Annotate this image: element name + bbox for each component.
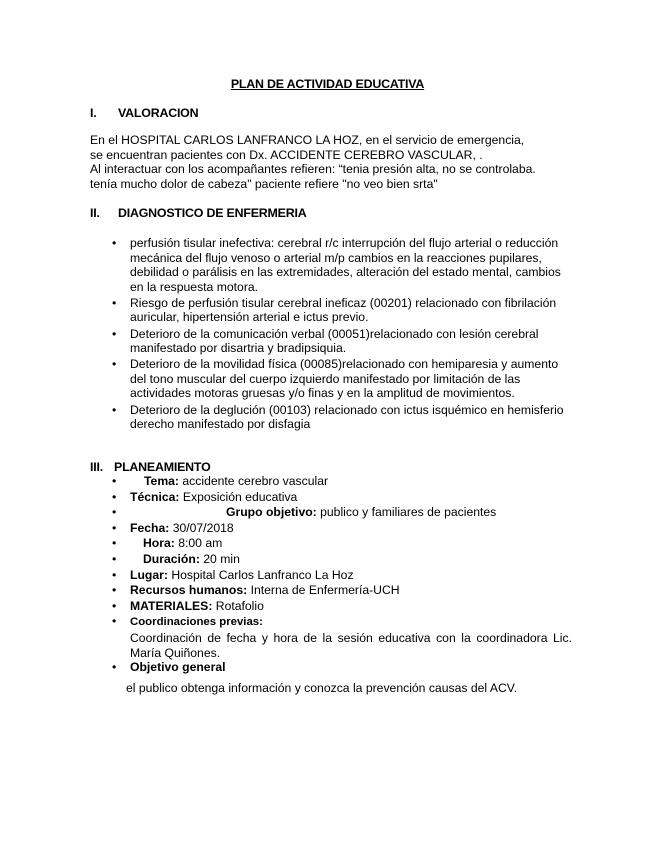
section-title: DIAGNOSTICO DE ENFERMERIA: [118, 206, 307, 220]
list-item: [112, 296, 572, 325]
plan-item-recursos: [112, 583, 572, 599]
list-item-text: perfusión tisular inefectiva: cerebral r/c interrupción del flujo arterial o reducción mecánica del flujo venoso o arterial m/p cambios en la reacciones pupilares, debilidad o parálisis en las extremidades, alteración del estado mental, cambios en la respuesta motora.: [130, 236, 561, 294]
section-title: VALORACION: [118, 106, 199, 120]
plan-item-materiales: [112, 599, 572, 615]
bullet-icon: •: [112, 598, 117, 613]
section-number: I.: [90, 106, 97, 120]
plan-label: Hora:: [143, 536, 175, 551]
plan-item-grupo: [112, 505, 572, 521]
plan-label: Coordinaciones previas:: [130, 616, 263, 629]
bullet-icon: •: [112, 660, 117, 675]
plan-item-tema: [112, 474, 572, 490]
plan-value: publico y familiares de pacientes: [320, 505, 497, 520]
bullet-icon: •: [112, 583, 117, 598]
plan-value: accidente cerebro vascular: [182, 474, 329, 488]
diagnostico-list: [112, 236, 572, 433]
list-item: [112, 403, 572, 432]
plan-item-tecnica: [112, 490, 572, 506]
bullet-icon: •: [112, 326, 117, 341]
plan-value: Interna de Enfermería-UCH: [250, 583, 400, 598]
bullet-icon: •: [112, 614, 117, 629]
plan-item-hora: [112, 536, 572, 552]
section-planeamiento-heading: [90, 460, 211, 474]
plan-item-fecha: [112, 521, 572, 537]
plan-item-lugar: [112, 568, 572, 584]
paragraph-line: Al interactuar con los acompañantes refieren: “tenia presión alta, no se controlaba.: [90, 162, 536, 176]
list-item: [112, 327, 572, 356]
bullet-icon: •: [112, 520, 117, 535]
bullet-icon: •: [112, 236, 117, 250]
plan-value: Hospital Carlos Lanfranco La Hoz: [171, 567, 354, 582]
plan-label: Lugar:: [130, 567, 168, 582]
valoracion-paragraph: [90, 133, 570, 191]
list-item: [112, 236, 572, 294]
planeamiento-list: [112, 474, 572, 676]
bullet-icon: •: [112, 489, 117, 504]
objetivo-text: el publico obtenga información y conozca la prevención causas del ACV.: [126, 681, 518, 695]
section-number: III.: [90, 460, 103, 474]
section-diagnostico-heading: [90, 206, 306, 220]
list-item-text: Deterioro de la deglución (00103) relacionado con ictus isquémico en hemisferio derecho manifestado por disfagia: [130, 402, 564, 432]
plan-item-coordinaciones: [112, 614, 572, 660]
plan-value: 30/07/2018: [172, 520, 234, 535]
bullet-icon: •: [112, 295, 117, 310]
list-item-text: Deterioro de la comunicación verbal (00051)relacionado con lesión cerebral manifestado por disartria y bradipsiquia.: [130, 326, 539, 356]
section-title: PLANEAMIENTO: [114, 460, 211, 474]
document-title: PLAN DE ACTIVIDAD EDUCATIVA: [230, 77, 425, 91]
list-item: [112, 357, 572, 401]
bullet-icon: •: [112, 474, 117, 488]
plan-value: Rotafolio: [215, 598, 264, 613]
bullet-icon: •: [112, 402, 117, 417]
plan-label: Duración:: [143, 551, 200, 566]
plan-label: Tema:: [144, 474, 179, 488]
section-valoracion-heading: [90, 106, 198, 120]
plan-label: MATERIALES:: [130, 598, 213, 613]
plan-label: Fecha:: [130, 520, 170, 535]
bullet-icon: •: [112, 357, 117, 372]
bullet-icon: •: [112, 567, 117, 582]
paragraph-line: tenía mucho dolor de cabeza" paciente refiere "no veo bien srta": [90, 176, 438, 191]
plan-value: Exposición educativa: [182, 489, 298, 504]
paragraph-line: En el HOSPITAL CARLOS LANFRANCO LA HOZ, en el servicio de emergencia,: [90, 133, 525, 147]
plan-item-objetivo: [112, 660, 572, 676]
bullet-icon: •: [112, 536, 117, 551]
plan-label: Objetivo general: [130, 660, 226, 675]
plan-value: 8:00 am: [178, 536, 223, 551]
plan-label: Grupo objetivo:: [226, 505, 317, 520]
plan-label: Recursos humanos:: [130, 583, 248, 598]
list-item-text: Deterioro de la movilidad física (00085)relacionado con hemiparesia y aumento del tono muscular del cuerpo izquierdo manifestado por limitación de las actividades motoras gruesas y/o finas y en la amplitud de movimientos.: [130, 357, 559, 401]
plan-item-duracion: [112, 552, 572, 568]
plan-value: 20 min: [203, 551, 240, 566]
paragraph-line: se encuentran pacientes con Dx. ACCIDENTE CEREBRO VASCULAR, .: [90, 147, 483, 162]
section-number: II.: [90, 206, 100, 220]
bullet-icon: •: [112, 551, 117, 566]
plan-label: Técnica:: [130, 489, 180, 504]
plan-value: Coordinación de fecha y hora de la sesión educativa con la coordinadora Lic. María Quiñones.: [130, 630, 572, 660]
bullet-icon: •: [112, 505, 117, 520]
list-item-text: Riesgo de perfusión tisular cerebral ineficaz (00201) relacionado con fibrilación auricular, hipertensión arterial e ictus previo.: [130, 295, 557, 325]
